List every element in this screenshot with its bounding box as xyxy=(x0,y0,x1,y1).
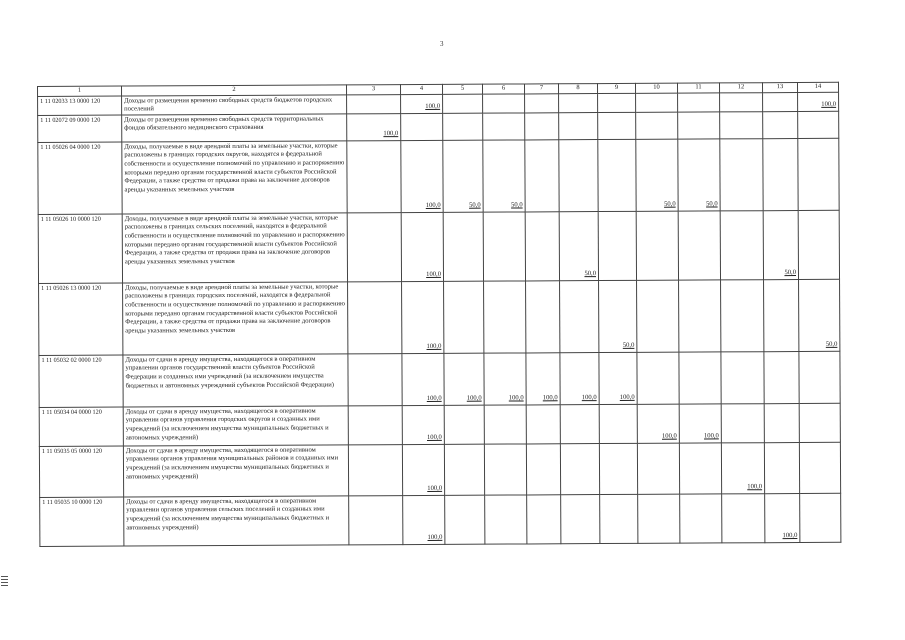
norm-value-cell xyxy=(402,353,444,405)
norm-value-cell xyxy=(680,494,722,543)
norm-value: 50,0 xyxy=(706,200,718,208)
binding-mark xyxy=(1,576,8,588)
column-number-header: 13 xyxy=(762,83,797,93)
norm-value: 50,0 xyxy=(511,201,523,209)
column-number-header: 14 xyxy=(797,82,838,92)
table-row xyxy=(39,442,840,497)
norm-value-cell xyxy=(763,111,798,138)
norm-value-cell xyxy=(720,111,763,138)
norm-value-cell xyxy=(798,111,839,138)
norm-value-cell xyxy=(763,210,798,279)
norm-value: 100,0 xyxy=(425,202,441,210)
norm-value-cell xyxy=(799,403,840,442)
norm-value-cell xyxy=(349,495,403,544)
norm-value-cell xyxy=(799,279,840,351)
norm-value-cell xyxy=(679,280,721,352)
norm-value-cell xyxy=(402,281,444,353)
norm-value-cell xyxy=(559,211,598,280)
norm-value-cell xyxy=(678,211,720,280)
norm-value-cell xyxy=(560,404,599,443)
norm-value-cell xyxy=(678,93,720,112)
norm-value-cell xyxy=(636,139,678,211)
norm-value: 100,0 xyxy=(466,394,482,402)
norm-value-cell xyxy=(798,210,839,279)
column-number-header: 5 xyxy=(442,84,482,94)
norm-value-cell xyxy=(348,444,402,495)
norm-value-cell xyxy=(483,140,525,212)
norm-value-cell xyxy=(484,281,526,353)
norm-value-cell xyxy=(598,139,636,211)
revenue-description: Доходы, получаемые в виде арендной платы за земельные участки, которые расположены в границах городских округов, находятся в федеральной собственности и осуществление полномочий по управлению и распоряжению которыми передано органам государственной власти субъектов Российской Федерации, а также средства от продажи права на заключение договоров аренды указанных земельных участков xyxy=(122,141,347,214)
revenue-description: Доходы от сдачи в аренду имущества, находящегося в оперативном управлении органов государственной власти субъектов Российской Федерации и созданных ими учреждений (за исключением имущества бюджетных и автономных учреждений субъектов Российской Федерации) xyxy=(123,354,348,407)
norm-value-cell xyxy=(401,140,443,212)
norm-value-cell xyxy=(525,212,559,281)
norm-value-cell xyxy=(763,138,798,210)
revenue-description: Доходы от размещения временно свободных средств бюджетов городских поселений xyxy=(122,94,347,114)
norm-value-cell xyxy=(443,212,483,281)
norm-value-cell xyxy=(598,211,636,280)
norm-value: 100,0 xyxy=(703,432,719,440)
column-number-header: 10 xyxy=(635,83,677,93)
revenue-description: Доходы от сдачи в аренду имущества, находящегося в оперативном управлении органов управления сельских поселений и созданных ими учреждений (за исключением имущества муниципальных бюджетных и автономных учреждений) xyxy=(124,496,349,546)
norm-value-cell xyxy=(636,211,678,280)
column-number-header: 1 xyxy=(38,86,122,96)
norm-value-cell xyxy=(444,281,484,353)
norm-value-cell xyxy=(483,212,525,281)
norm-value: 100,0 xyxy=(427,485,443,493)
norm-value-cell xyxy=(599,443,637,494)
column-number-header: 3 xyxy=(346,85,400,95)
column-number-header: 12 xyxy=(719,83,762,93)
norm-value-cell xyxy=(764,279,799,351)
norm-value-cell xyxy=(444,405,484,444)
norm-value: 100,0 xyxy=(782,532,798,540)
budget-classification-code: 1 11 05035 05 0000 120 xyxy=(39,446,123,497)
norm-value-cell xyxy=(765,493,800,542)
norm-value: 100,0 xyxy=(661,432,677,440)
norm-value-cell xyxy=(800,493,841,542)
column-number-header: 7 xyxy=(524,84,558,94)
norm-value-cell xyxy=(599,404,637,443)
norm-value: 50,0 xyxy=(469,201,481,209)
norm-value-cell xyxy=(721,279,764,351)
norm-value-cell xyxy=(401,212,443,281)
norm-value-cell xyxy=(559,112,598,139)
table-row xyxy=(38,111,839,142)
norm-value-cell xyxy=(444,444,484,495)
norm-value-cell xyxy=(526,353,560,405)
norm-value: 50,0 xyxy=(622,342,635,350)
table-row xyxy=(38,138,839,214)
column-number-header: 9 xyxy=(597,83,635,93)
norm-value-cell xyxy=(720,138,763,210)
norm-value-cell xyxy=(599,280,637,352)
norm-value-cell xyxy=(401,113,443,140)
norm-value-cell xyxy=(402,444,444,495)
norm-value-cell xyxy=(720,210,763,279)
norm-value-cell xyxy=(678,139,720,211)
norm-value-cell xyxy=(525,113,559,140)
budget-classification-code: 1 11 05035 10 0000 120 xyxy=(40,497,124,546)
norm-value: 100,0 xyxy=(821,101,837,109)
norm-value: 100,0 xyxy=(581,394,597,402)
norm-value-cell xyxy=(525,93,559,112)
norm-value-cell xyxy=(637,443,679,494)
norm-value-cell xyxy=(484,444,526,495)
budget-classification-code: 1 11 05026 13 0000 120 xyxy=(39,283,123,355)
norm-value-cell xyxy=(443,113,483,140)
norm-value-cell xyxy=(443,140,483,212)
norm-value-cell xyxy=(600,494,638,543)
table-row xyxy=(39,279,840,355)
norm-value-cell xyxy=(799,351,840,403)
column-number-header: 6 xyxy=(482,84,524,94)
norm-value-cell xyxy=(763,92,798,111)
norm-value-cell xyxy=(403,495,445,544)
norm-value-cell xyxy=(402,405,444,444)
norm-value-cell xyxy=(598,112,636,139)
norm-value-cell xyxy=(636,112,678,139)
norm-value-cell xyxy=(599,352,637,404)
budget-classification-code: 1 11 05026 04 0000 120 xyxy=(38,142,122,214)
page-number: 3 xyxy=(440,40,444,48)
norm-value: 100,0 xyxy=(426,271,442,279)
norm-value-cell xyxy=(798,138,839,210)
norm-value-cell xyxy=(347,113,401,140)
norm-value-cell xyxy=(722,493,765,542)
norm-value: 100,0 xyxy=(426,434,442,442)
norm-value-cell xyxy=(347,212,401,281)
norm-value-cell xyxy=(527,495,561,544)
norm-value-cell xyxy=(721,403,764,442)
table-row xyxy=(39,351,840,407)
column-number-header: 8 xyxy=(558,84,597,94)
norm-value: 50,0 xyxy=(825,341,838,349)
revenue-description: Доходы, получаемые в виде арендной платы за земельные участки, которые расположены в границах городских поселений, находятся в федеральной собственности и осуществление полномочий по управлению и распоряжению которыми передано органам государственной власти субъектов Российской Федерации, а также средства от продажи права на заключение договоров аренды указанных земельных участков xyxy=(123,282,348,355)
norm-value-cell xyxy=(443,94,483,113)
norm-value-cell xyxy=(679,443,721,494)
norm-value-cell xyxy=(444,353,484,405)
norm-value-cell xyxy=(799,442,840,493)
norm-value-cell xyxy=(485,495,527,544)
norm-value-cell xyxy=(559,139,598,211)
norm-value: 100,0 xyxy=(426,343,442,351)
column-number-header: 11 xyxy=(677,83,719,93)
norm-value: 100,0 xyxy=(425,103,441,111)
norm-value-cell xyxy=(483,113,525,140)
norm-value-cell xyxy=(483,94,525,113)
norm-value: 100,0 xyxy=(542,394,558,402)
budget-classification-code: 1 11 05034 04 0000 120 xyxy=(39,407,123,446)
norm-value-cell xyxy=(348,405,402,444)
norm-value: 50,0 xyxy=(784,269,797,277)
norm-value-cell xyxy=(679,352,721,404)
norm-value-cell xyxy=(764,351,799,403)
revenue-distribution-table xyxy=(37,82,841,547)
column-number-header: 4 xyxy=(400,84,442,94)
norm-value-cell xyxy=(560,443,599,494)
norm-value: 100,0 xyxy=(426,395,442,403)
norm-value: 100,0 xyxy=(427,534,443,542)
norm-value-cell xyxy=(526,444,560,495)
norm-value-cell xyxy=(598,93,636,112)
table-row xyxy=(39,403,840,446)
norm-value-cell xyxy=(637,280,679,352)
norm-value-cell xyxy=(721,442,764,493)
norm-value-cell xyxy=(764,442,799,493)
norm-value-cell xyxy=(401,94,443,113)
norm-value: 100,0 xyxy=(619,394,635,402)
norm-value-cell xyxy=(445,495,485,544)
norm-value-cell xyxy=(348,281,402,353)
table-row xyxy=(38,210,839,283)
norm-value-cell xyxy=(348,353,402,405)
norm-value-cell xyxy=(560,352,599,404)
norm-value-cell xyxy=(559,93,598,112)
norm-value: 50,0 xyxy=(664,200,676,208)
revenue-description: Доходы от размещения временно свободных средств территориальных фондов обязательного медицинского страхования xyxy=(122,114,347,142)
norm-value-cell xyxy=(798,92,839,111)
revenue-description: Доходы, получаемые в виде арендной платы за земельные участки, которые расположены в границах сельских поселений, находятся в федеральной собственности и осуществление полномочий по управлению и распоряжению которыми передано органам государственной власти субъектов Российской Федерации, а также средства от продажи права на заключение договоров аренды указанных земельных участков xyxy=(122,213,347,283)
norm-value-cell xyxy=(347,94,401,113)
budget-classification-code: 1 11 02033 13 0000 120 xyxy=(38,96,122,116)
norm-value-cell xyxy=(526,281,560,353)
revenue-description: Доходы от сдачи в аренду имущества, находящегося в оперативном управлении органов управления городских округов и созданных ими учреждений (за исключением имущества муниципальных бюджетных и автономных учреждений) xyxy=(123,406,348,446)
norm-value-cell xyxy=(721,351,764,403)
budget-classification-code: 1 11 02072 09 0000 120 xyxy=(38,115,122,142)
norm-value-cell xyxy=(525,140,559,212)
norm-value-cell xyxy=(347,140,401,212)
norm-value-cell xyxy=(638,494,680,543)
norm-value-cell xyxy=(484,353,526,405)
norm-value-cell xyxy=(560,280,599,352)
budget-classification-code: 1 11 05026 10 0000 120 xyxy=(38,214,122,283)
norm-value-cell xyxy=(637,404,679,443)
norm-value: 100,0 xyxy=(747,483,763,491)
norm-value: 50,0 xyxy=(584,270,597,278)
table-row xyxy=(40,493,841,546)
norm-value-cell xyxy=(526,405,560,444)
norm-value-cell xyxy=(484,405,526,444)
norm-value: 100,0 xyxy=(383,130,399,138)
norm-value-cell xyxy=(720,92,763,111)
norm-value: 100,0 xyxy=(508,394,524,402)
norm-value-cell xyxy=(637,352,679,404)
column-number-header: 2 xyxy=(122,85,347,96)
norm-value-cell xyxy=(764,403,799,442)
norm-value-cell xyxy=(679,404,721,443)
norm-value-cell xyxy=(561,494,600,543)
norm-value-cell xyxy=(636,93,678,112)
budget-classification-code: 1 11 05032 02 0000 120 xyxy=(39,355,123,407)
norm-value-cell xyxy=(678,112,720,139)
revenue-description: Доходы от сдачи в аренду имущества, находящегося в оперативном управлении органов управления муниципальных районов и созданных ими учреждений (за исключением имущества муниципальных бюджетных и автономных учреждений) xyxy=(123,445,348,497)
